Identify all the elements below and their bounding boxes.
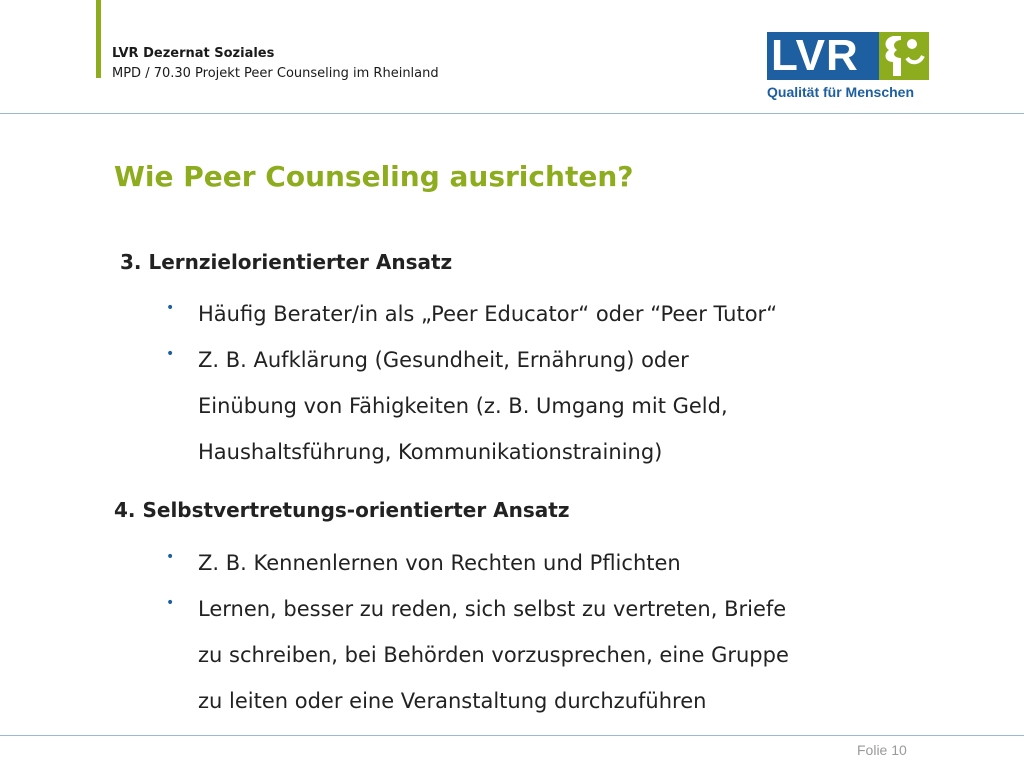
footer-divider bbox=[0, 735, 1024, 736]
bullet-text: Z. B. Aufklärung (Gesundheit, Ernährung) oder Einübung von Fähigkeiten (z. B. Umgang mit Geld, Haushaltsführung, Kommunikationstraining) bbox=[198, 348, 728, 464]
bullet-text: Häufig Berater/in als „Peer Educator“ oder “Peer Tutor“ bbox=[198, 302, 778, 326]
bullet-text: Z. B. Kennenlernen von Rechten und Pflichten bbox=[198, 551, 681, 575]
logo-box bbox=[767, 32, 929, 80]
list-item bbox=[162, 540, 938, 586]
bullet-icon: • bbox=[166, 346, 175, 362]
slide-title: Wie Peer Counseling ausrichten? bbox=[114, 160, 634, 193]
header-accent-bar bbox=[96, 0, 101, 78]
project-name: MPD / 70.30 Projekt Peer Counseling im Rheinland bbox=[112, 66, 439, 81]
bullet-list-self-advocacy bbox=[162, 540, 938, 724]
list-item bbox=[162, 291, 938, 337]
lvr-logo bbox=[767, 32, 932, 102]
bullet-icon: • bbox=[166, 549, 175, 565]
organization-name: LVR Dezernat Soziales bbox=[112, 46, 275, 61]
logo-tagline: Qualität für Menschen bbox=[767, 84, 915, 100]
bullet-icon: • bbox=[166, 300, 175, 316]
bullet-text: Lernen, besser zu reden, sich selbst zu vertreten, Briefe zu schreiben, bei Behörden vorzusprechen, eine Gruppe zu leiten oder eine Veranstaltung durchzuführen bbox=[198, 597, 789, 713]
list-item bbox=[162, 337, 938, 475]
bullet-icon: • bbox=[166, 595, 175, 611]
header-divider bbox=[0, 113, 1024, 114]
list-item bbox=[162, 586, 938, 724]
logo-face-icon bbox=[879, 32, 929, 80]
section-heading-self-advocacy: 4. Selbstvertretungs-orientierter Ansatz bbox=[114, 498, 570, 522]
logo-text: LVR bbox=[771, 31, 859, 80]
bullet-list-learning bbox=[162, 291, 938, 475]
slide-number: Folie 10 bbox=[857, 742, 907, 758]
section-heading-learning: 3. Lernzielorientierter Ansatz bbox=[120, 250, 453, 274]
